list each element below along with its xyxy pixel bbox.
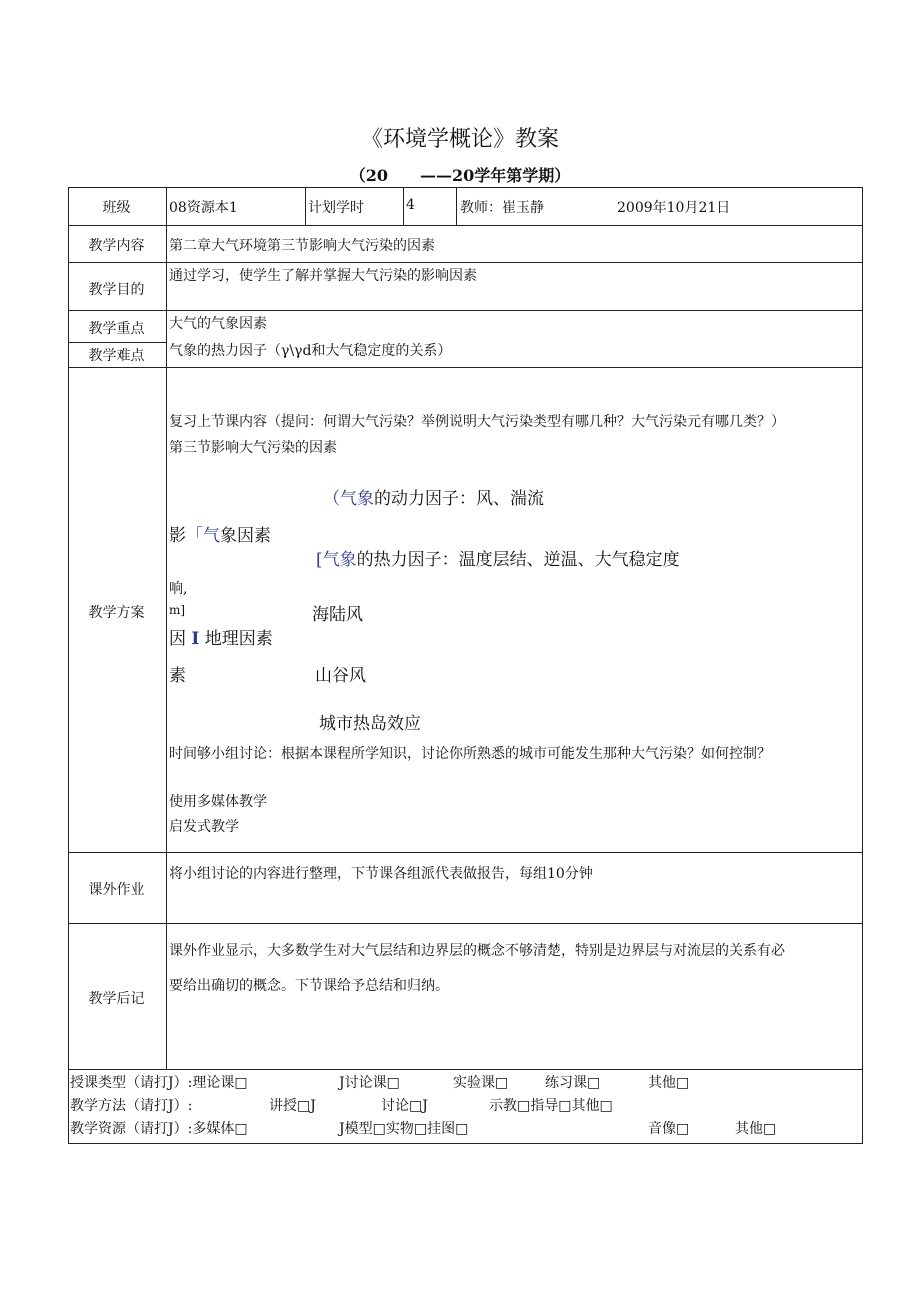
discussion-text: 时间够小组讨论：根据本课程所学知识，讨论你所熟悉的城市可能发生那种大气污染？如何控制？	[169, 746, 771, 762]
dynamic-factor-line	[323, 484, 544, 509]
geo-factor-line	[169, 624, 273, 649]
reflection-line-2: 要给出确切的概念。下节课给予总结和归纳。	[169, 978, 449, 994]
reflection-line-1: 课外作业显示，大多数学生对大气层结和边界层的概念不够清楚，特别是边界层与对流层的关系有必	[169, 943, 785, 959]
m-mark: m]	[169, 603, 186, 617]
thermal-bracket: [	[316, 550, 323, 570]
document-title: 《环境学概论》教案	[360, 127, 559, 152]
reflection-label: 教学后记	[88, 991, 145, 1007]
teaching-method-demo: 示教□指导□其他□	[489, 1098, 613, 1114]
thermal-rest: 的热力因子：温度层结、逆温、大气稳定度	[356, 550, 680, 570]
yin-char: 因	[169, 629, 186, 649]
planned-hours-label: 计划学时	[308, 200, 364, 216]
label-column-divider	[166, 187, 167, 1069]
dynamic-qi: 气象	[340, 489, 374, 509]
lesson-type-practice: 练习课□	[545, 1075, 601, 1091]
teaching-resource-label: 教学资源（请打J）:多媒体□	[70, 1121, 248, 1137]
meteo-factor-line	[169, 521, 271, 546]
method-multimedia: 使用多媒体教学	[169, 794, 267, 810]
info-divider	[305, 187, 306, 225]
geo-bar: I	[191, 629, 200, 649]
class-label: 班级	[102, 200, 131, 216]
ying-char: 影	[169, 526, 186, 546]
teaching-resource-av: 音像□	[648, 1121, 690, 1137]
meteo-bracket: 「	[186, 526, 203, 546]
dynamic-bracket: （	[323, 489, 340, 509]
lesson-type-label: 授课类型（请打J）:理论课□	[70, 1075, 248, 1091]
semester-subtitle: （20 ——20学年第学期）	[349, 166, 571, 185]
teaching-method-label: 教学方法（请打J）:	[70, 1098, 193, 1114]
geo-factor: 地理因素	[204, 629, 273, 649]
row-divider	[68, 225, 863, 226]
info-divider	[403, 187, 404, 225]
lesson-type-other: 其他□	[648, 1075, 690, 1091]
key-points-label: 教学重点	[88, 321, 145, 337]
valley-breeze: 山谷风	[315, 666, 366, 686]
teaching-resource-model: J模型□实物□挂图□	[339, 1121, 469, 1137]
dynamic-rest: 的动力因子：风、湍流	[374, 489, 544, 509]
difficulties-value: 气象的热力因子（γ\γd和大气稳定度的关系）	[169, 343, 452, 359]
lesson-date: 2009年10月21日	[617, 200, 731, 216]
plan-label: 教学方案	[88, 605, 145, 621]
sea-land-breeze: 海陆风	[312, 605, 363, 625]
homework-value: 将小组讨论的内容进行整理，下节课各组派代表做报告，每组10分钟	[169, 866, 593, 882]
row-divider	[68, 367, 863, 368]
thermal-factor-line	[316, 545, 680, 570]
urban-heat-island: 城市热岛效应	[319, 714, 421, 734]
xiang-char: 响,	[169, 581, 188, 597]
key-points-value: 大气的气象因素	[169, 316, 267, 332]
method-heuristic: 启发式教学	[169, 819, 239, 835]
objective-value: 通过学习，使学生了解并掌握大气污染的影响因素	[169, 268, 477, 284]
row-divider	[68, 310, 863, 311]
lesson-type-experiment: 实验课□	[453, 1075, 509, 1091]
planned-hours-value: 4	[406, 197, 415, 213]
row-divider	[68, 1069, 863, 1070]
objective-label: 教学目的	[88, 282, 145, 298]
teaching-method-discussion: 讨论□J	[381, 1098, 428, 1114]
teaching-resource-other: 其他□	[735, 1121, 777, 1137]
info-divider	[456, 187, 457, 225]
row-divider	[68, 262, 863, 263]
row-divider	[68, 923, 863, 924]
lesson-type-discussion: J讨论课□	[339, 1075, 400, 1091]
difficulties-label: 教学难点	[88, 348, 145, 364]
thermal-qi: 气象	[322, 550, 357, 570]
row-divider	[68, 852, 863, 853]
section-title: 第三节影响大气污染的因素	[169, 440, 337, 456]
meteo-qi: 气	[203, 526, 220, 546]
su-char: 素	[169, 666, 186, 686]
content-label: 教学内容	[88, 238, 145, 254]
teacher-name: 教师：崔玉静	[460, 200, 544, 216]
content-value: 第二章大气环境第三节影响大气污染的因素	[169, 238, 435, 254]
teaching-method-lecture: 讲授□J	[269, 1098, 316, 1114]
meteo-rest: 象因素	[220, 526, 271, 546]
class-value: 08资源本1	[169, 200, 238, 216]
homework-label: 课外作业	[88, 882, 145, 898]
review-text: 复习上节课内容（提问：何谓大气污染？举例说明大气污染类型有哪几种？大气污染元有哪几类？）	[169, 414, 785, 430]
row-divider	[68, 342, 166, 343]
